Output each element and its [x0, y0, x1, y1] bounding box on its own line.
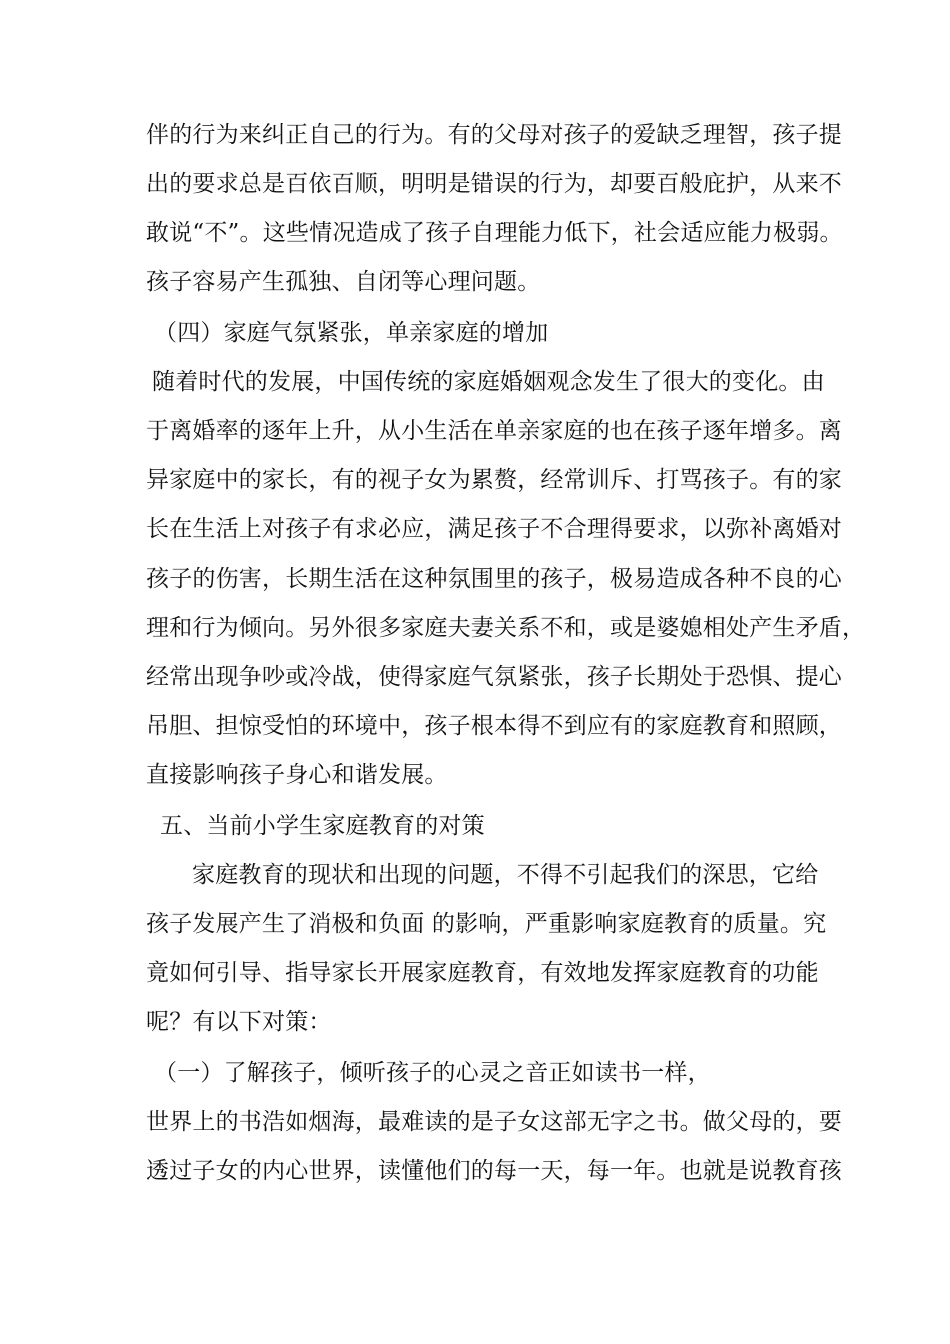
text-line: 直接影响孩子身心和谐发展。 — [146, 762, 448, 788]
text-line: 出的要求总是百依百顺，明明是错误的行为，却要百般庇护，从来不 — [146, 171, 842, 197]
text-line: 理和行为倾向。另外很多家庭夫妻关系不和，或是婆媳相处产生矛盾， — [146, 615, 866, 641]
text-line: 透过子女的内心世界，读懂他们的每一天，每一年。也就是说教育孩 — [146, 1158, 842, 1184]
text-line: 随着时代的发展，中国传统的家庭婚姻观念发生了很大的变化。由 — [152, 369, 825, 395]
text-line: 长在生活上对孩子有求必应，满足孩子不合理得要求，以弥补离婚对 — [146, 516, 842, 542]
text-line: 敢说“不”。这些情况造成了孩子自理能力低下，社会适应能力极弱。 — [146, 220, 843, 246]
text-line: 于离婚率的逐年上升，从小生活在单亲家庭的也在孩子逐年增多。离 — [146, 418, 842, 444]
section-heading: 五、当前小学生家庭教育的对策 — [160, 813, 485, 839]
text-line: 吊胆、担惊受怕的环境中，孩子根本得不到应有的家庭教育和照顾， — [146, 713, 842, 739]
text-line: 孩子的伤害，长期生活在这种氛围里的孩子，极易造成各种不良的心 — [146, 566, 842, 592]
text-line: 家庭教育的现状和出现的问题，不得不引起我们的深思，它给 — [192, 862, 819, 888]
text-line: 孩子发展产生了消极和负面 的影响，严重影响家庭教育的质量。究 — [146, 911, 827, 937]
text-line: 伴的行为来纠正自己的行为。有的父母对孩子的爱缺乏理智，孩子提 — [146, 122, 842, 148]
text-line: 孩子容易产生孤独、自闭等心理问题。 — [146, 269, 541, 295]
text-line: 呢？有以下对策： — [146, 1009, 332, 1035]
text-line: 世界上的书浩如烟海，最难读的是子女这部无字之书。做父母的，要 — [146, 1109, 842, 1135]
text-line: 异家庭中的家长，有的视子女为累赘，经常训斥、打骂孩子。有的家 — [146, 467, 842, 493]
text-line: 竟如何引导、指导家长开展家庭教育，有效地发挥家庭教育的功能 — [146, 960, 819, 986]
text-line: 经常出现争吵或冷战，使得家庭气氛紧张，孩子长期处于恐惧、提心 — [146, 664, 842, 690]
section-heading: （一）了解孩子，倾听孩子的心灵之音正如读书一样， — [154, 1060, 711, 1086]
section-heading: （四）家庭气氛紧张，单亲家庭的增加 — [154, 320, 549, 346]
